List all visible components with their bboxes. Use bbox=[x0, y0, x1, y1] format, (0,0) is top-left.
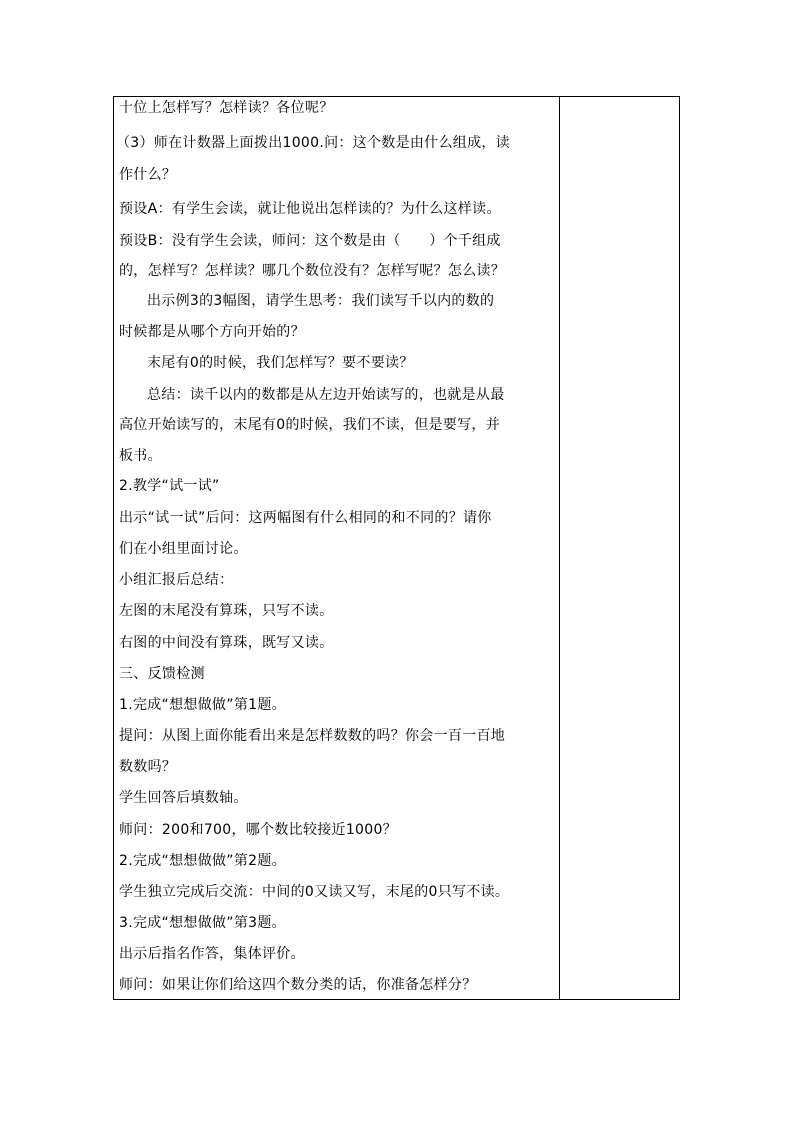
section-heading: 2.教学“试一试” bbox=[119, 478, 220, 494]
section-heading: 三、反馈检测 bbox=[119, 666, 205, 682]
section-heading: 2.完成“想想做做”第2题。 bbox=[119, 853, 286, 869]
text-line: 提问：从图上面你能看出来是怎样数数的吗？你会一百一百地 bbox=[119, 728, 506, 744]
section-heading: 3.完成“想想做做”第3题。 bbox=[119, 915, 286, 931]
text-line: 右图的中间没有算珠，既写又读。 bbox=[119, 635, 334, 651]
text-line: 小组汇报后总结： bbox=[119, 572, 234, 588]
text-line: 十位上怎样写？怎样读？各位呢？ bbox=[119, 100, 334, 116]
text-line: 总结：读千以内的数都是从左边开始读写的，也就是从最 bbox=[147, 387, 505, 403]
text-line: 出示“试一试”后问：这两幅图有什么相同的和不同的？请你 bbox=[119, 510, 492, 526]
text-line: 的，怎样写？怎样读？哪几个数位没有？怎样写呢？怎么读？ bbox=[119, 263, 506, 279]
text-line: 出示例3的3幅图，请学生思考：我们读写千以内的数的 bbox=[147, 293, 495, 309]
text-line: 预设A：有学生会读，就让他说出怎样读的？为什么这样读。 bbox=[119, 201, 501, 217]
text-line: 们在小组里面讨论。 bbox=[119, 541, 248, 557]
text-line: 出示后指名作答，集体评价。 bbox=[119, 946, 305, 962]
text-line: （3）师在计数器上面拨出1000.问：这个数是由什么组成，读 bbox=[116, 135, 510, 151]
text-line: 学生独立完成后交流：中间的0又读又写，末尾的0只写不读。 bbox=[119, 884, 510, 900]
notes-cell bbox=[560, 97, 680, 999]
text-line: 学生回答后填数轴。 bbox=[119, 790, 248, 806]
section-heading: 1.完成“想想做做”第1题。 bbox=[119, 697, 286, 713]
text-line: 数数吗？ bbox=[119, 759, 177, 775]
text-line: 板书。 bbox=[119, 448, 162, 464]
lesson-table bbox=[113, 96, 680, 1000]
text-line: 左图的末尾没有算珠，只写不读。 bbox=[119, 603, 334, 619]
text-line: 作什么？ bbox=[119, 167, 177, 183]
text-line: 时候都是从哪个方向开始的？ bbox=[119, 324, 305, 340]
text-line: 预设B：没有学生会读，师问：这个数是由（ ）个千组成 bbox=[119, 233, 501, 249]
text-line: 师问：200和700，哪个数比较接近1000？ bbox=[119, 822, 397, 838]
text-line: 师问：如果让你们给这四个数分类的话，你准备怎样分？ bbox=[119, 977, 477, 993]
text-line: 高位开始读写的，末尾有0的时候，我们不读，但是要写，并 bbox=[119, 417, 501, 433]
text-line: 末尾有0的时候，我们怎样写？要不要读？ bbox=[147, 355, 414, 371]
